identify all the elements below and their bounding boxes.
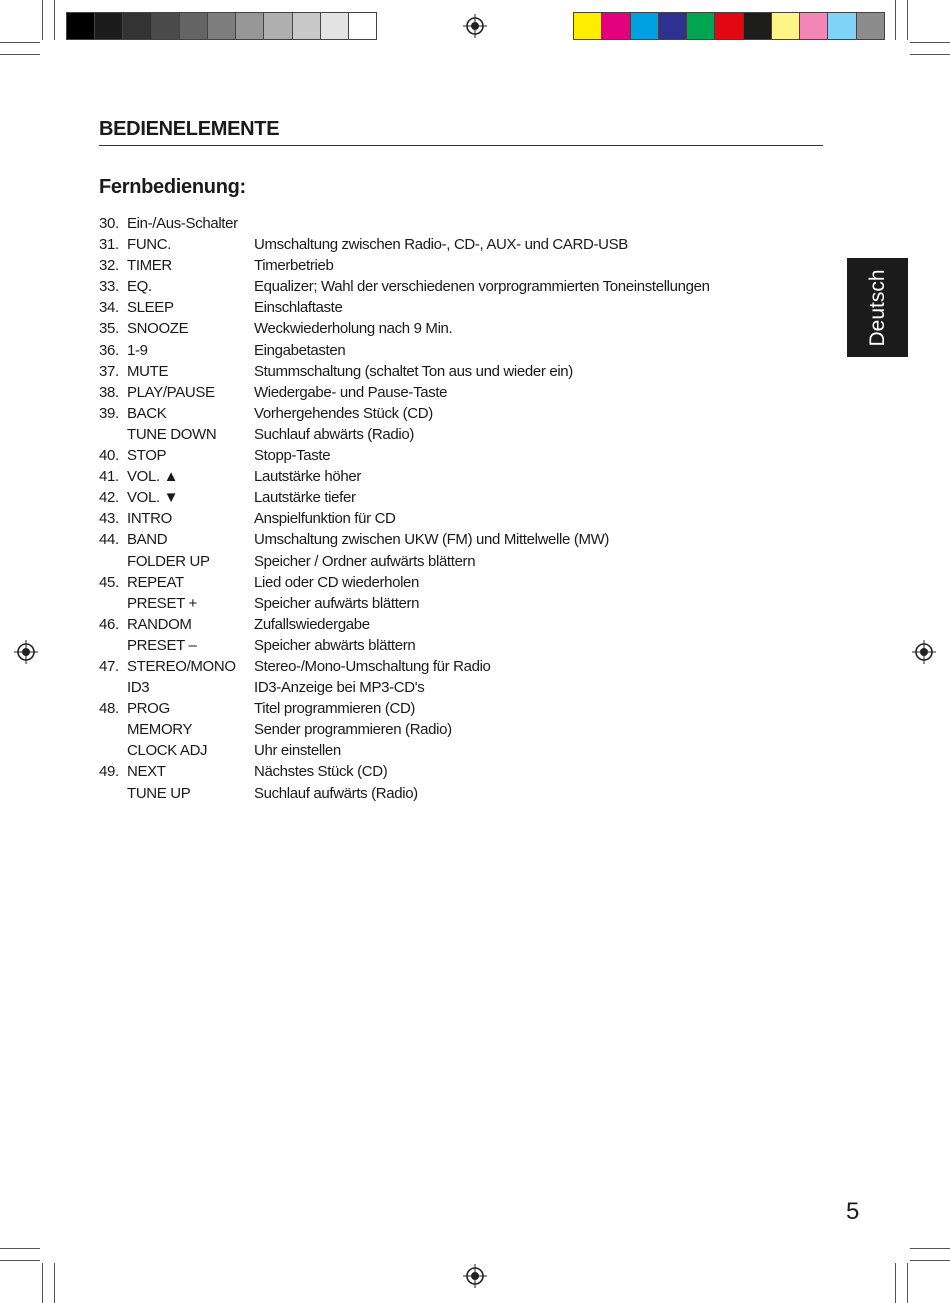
- crop-mark: [910, 1260, 950, 1261]
- color-swatch: [152, 13, 180, 39]
- item-key: MUTE: [127, 362, 169, 380]
- item-number: 37.: [99, 362, 119, 380]
- color-swatch: [857, 13, 884, 39]
- item-key: BAND: [127, 531, 168, 549]
- item-key: TUNE DOWN: [127, 425, 217, 443]
- item-key: PLAY/PAUSE: [127, 383, 215, 401]
- item-number: 43.: [99, 510, 119, 528]
- list-item: [99, 783, 839, 804]
- item-key: VOL. ▲: [127, 468, 179, 486]
- crop-mark: [0, 1248, 40, 1249]
- list-item: [99, 656, 839, 677]
- color-swatch: [772, 13, 800, 39]
- list-item: [99, 698, 839, 719]
- item-number: 38.: [99, 383, 119, 401]
- crop-mark: [0, 54, 40, 55]
- registration-mark-icon: [912, 640, 936, 664]
- color-swatch: [236, 13, 264, 39]
- item-key: RANDOM: [127, 615, 192, 633]
- list-item: [99, 593, 839, 614]
- color-swatch: [208, 13, 236, 39]
- registration-mark-icon: [14, 640, 38, 664]
- color-swatch: [349, 13, 376, 39]
- item-number: 46.: [99, 615, 119, 633]
- list-item: [99, 529, 839, 550]
- crop-mark: [895, 0, 896, 40]
- remote-control-list: [99, 213, 839, 804]
- registration-mark-icon: [463, 1264, 487, 1288]
- item-number: 41.: [99, 468, 119, 486]
- item-key: MEMORY: [127, 721, 193, 739]
- list-item: [99, 719, 839, 740]
- color-calibration-bar: [573, 12, 885, 40]
- item-number: 49.: [99, 763, 119, 781]
- item-description: Suchlauf aufwärts (Radio): [254, 784, 418, 802]
- list-item: [99, 761, 839, 782]
- item-number: 35.: [99, 320, 119, 338]
- item-description: Stummschaltung (schaltet Ton aus und wieder ein): [254, 362, 573, 380]
- item-description: Weckwiederholung nach 9 Min.: [254, 320, 453, 338]
- list-item: [99, 213, 839, 234]
- item-description: Vorhergehendes Stück (CD): [254, 404, 433, 422]
- list-item: [99, 403, 839, 424]
- crop-mark: [0, 1260, 40, 1261]
- list-item: [99, 551, 839, 572]
- item-description: Zufallswiedergabe: [254, 615, 370, 633]
- crop-mark: [54, 1263, 55, 1303]
- item-number: 31.: [99, 236, 119, 254]
- item-description: Wiedergabe- und Pause-Taste: [254, 383, 448, 401]
- item-key: BACK: [127, 404, 167, 422]
- item-key: Ein-/Aus-Schalter: [127, 215, 238, 232]
- item-number: 40.: [99, 447, 119, 465]
- item-number: 45.: [99, 573, 119, 591]
- item-number: 44.: [99, 531, 119, 549]
- crop-mark: [42, 0, 43, 40]
- crop-mark: [54, 0, 55, 40]
- item-key: SNOOZE: [127, 320, 189, 338]
- item-key: FUNC.: [127, 236, 172, 254]
- color-swatch: [800, 13, 828, 39]
- item-number: 30.: [99, 215, 119, 232]
- list-item: [99, 508, 839, 529]
- item-number: 47.: [99, 657, 119, 675]
- list-item: [99, 297, 839, 318]
- color-swatch: [95, 13, 123, 39]
- item-description: Einschlaftaste: [254, 299, 343, 317]
- item-key: NEXT: [127, 763, 166, 781]
- list-item: [99, 318, 839, 339]
- list-item: [99, 677, 839, 698]
- item-key: PRESET +: [127, 594, 197, 612]
- item-key: PRESET –: [127, 636, 197, 654]
- item-key: VOL. ▼: [127, 489, 179, 507]
- crop-mark: [910, 42, 950, 43]
- item-key: REPEAT: [127, 573, 184, 591]
- list-item: [99, 466, 839, 487]
- item-key: STOP: [127, 447, 167, 465]
- item-description: Anspielfunktion für CD: [254, 510, 396, 528]
- list-item: [99, 635, 839, 656]
- item-description: Lautstärke höher: [254, 468, 361, 486]
- item-key: ID3: [127, 679, 150, 697]
- list-item: [99, 276, 839, 297]
- item-description: Uhr einstellen: [254, 742, 341, 760]
- item-key: PROG: [127, 700, 170, 718]
- color-swatch: [321, 13, 349, 39]
- item-number: 32.: [99, 257, 119, 275]
- crop-mark: [907, 1263, 908, 1303]
- list-item: [99, 572, 839, 593]
- crop-mark: [907, 0, 908, 40]
- list-item: [99, 740, 839, 761]
- page-number: 5: [846, 1198, 860, 1225]
- list-item: [99, 361, 839, 382]
- list-item: [99, 487, 839, 508]
- color-swatch: [631, 13, 659, 39]
- subsection-heading: Fernbedienung:: [99, 176, 246, 198]
- color-swatch: [123, 13, 151, 39]
- item-key: TUNE UP: [127, 784, 191, 802]
- item-key: CLOCK ADJ: [127, 742, 208, 760]
- item-key: INTRO: [127, 510, 172, 528]
- list-item: [99, 424, 839, 445]
- crop-mark: [0, 42, 40, 43]
- list-item: [99, 382, 839, 403]
- item-description: Speicher / Ordner aufwärts blättern: [254, 552, 476, 570]
- item-description: Speicher aufwärts blättern: [254, 594, 420, 612]
- list-item: [99, 445, 839, 466]
- item-number: 48.: [99, 700, 119, 718]
- crop-mark: [910, 1248, 950, 1249]
- language-tab: [847, 258, 908, 357]
- item-description: Timerbetrieb: [254, 257, 334, 275]
- color-swatch: [67, 13, 95, 39]
- list-item: [99, 614, 839, 635]
- color-swatch: [180, 13, 208, 39]
- list-item: [99, 255, 839, 276]
- item-key: SLEEP: [127, 299, 174, 317]
- color-swatch: [264, 13, 292, 39]
- item-description: Suchlauf abwärts (Radio): [254, 425, 415, 443]
- color-swatch: [744, 13, 772, 39]
- section-heading: BEDIENELEMENTE: [99, 118, 823, 146]
- crop-mark: [895, 1263, 896, 1303]
- item-description: Umschaltung zwischen Radio-, CD-, AUX- und CARD-USB: [254, 236, 628, 254]
- item-number: 36.: [99, 341, 119, 359]
- item-number: 42.: [99, 489, 119, 507]
- color-swatch: [574, 13, 602, 39]
- grayscale-calibration-bar: [66, 12, 377, 40]
- color-swatch: [828, 13, 856, 39]
- item-key: TIMER: [127, 257, 172, 275]
- list-item: [99, 340, 839, 361]
- language-tab-label: Deutsch: [865, 268, 889, 347]
- item-description: Stereo-/Mono-Umschaltung für Radio: [254, 657, 491, 675]
- registration-mark-icon: [463, 14, 487, 38]
- item-description: Eingabetasten: [254, 341, 346, 359]
- item-number: 33.: [99, 278, 119, 296]
- item-description: Equalizer; Wahl der verschiedenen vorprogrammierten Toneinstellungen: [254, 278, 710, 296]
- color-swatch: [715, 13, 743, 39]
- crop-mark: [910, 54, 950, 55]
- color-swatch: [293, 13, 321, 39]
- item-number: 39.: [99, 404, 119, 422]
- item-key: 1-9: [127, 341, 148, 359]
- item-description: Lied oder CD wiederholen: [254, 573, 420, 591]
- crop-mark: [42, 1263, 43, 1303]
- item-number: 34.: [99, 299, 119, 317]
- color-swatch: [602, 13, 630, 39]
- item-key: EQ.: [127, 278, 152, 296]
- item-key: FOLDER UP: [127, 552, 210, 570]
- color-swatch: [659, 13, 687, 39]
- item-description: Sender programmieren (Radio): [254, 721, 452, 739]
- item-description: Umschaltung zwischen UKW (FM) und Mittelwelle (MW): [254, 531, 610, 549]
- color-swatch: [687, 13, 715, 39]
- item-description: Nächstes Stück (CD): [254, 763, 388, 781]
- item-description: ID3-Anzeige bei MP3-CD's: [254, 679, 425, 697]
- item-description: Stopp-Taste: [254, 447, 331, 465]
- item-description: Titel programmieren (CD): [254, 700, 416, 718]
- list-item: [99, 234, 839, 255]
- item-description: Lautstärke tiefer: [254, 489, 356, 507]
- item-key: STEREO/MONO: [127, 657, 236, 675]
- item-description: Speicher abwärts blättern: [254, 636, 416, 654]
